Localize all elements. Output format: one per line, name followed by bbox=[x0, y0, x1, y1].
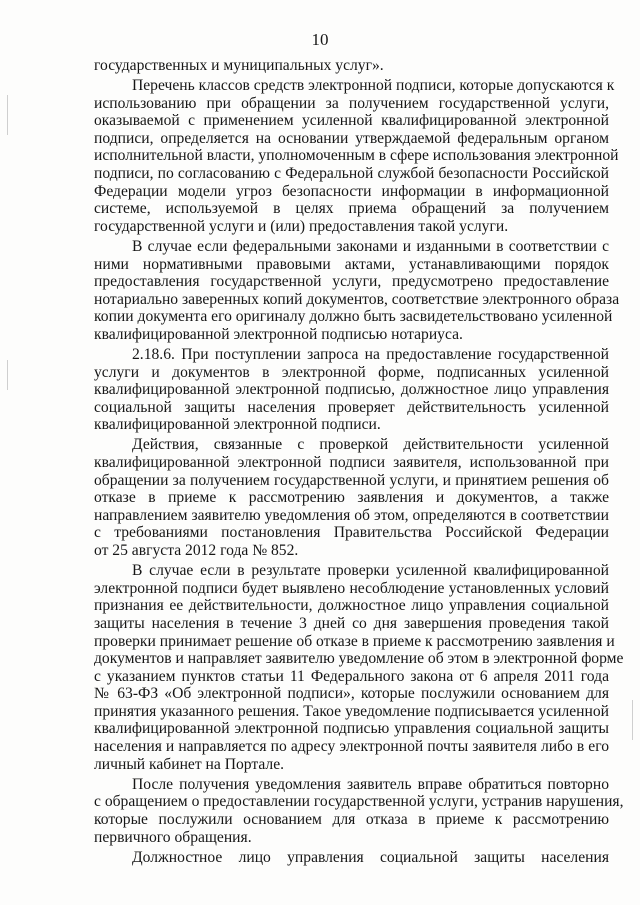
text-line: оказываемой с применением усиленной квалифицированной электронной bbox=[94, 112, 609, 130]
text-line: которые послужили основанием для отказа в приеме к рассмотрению bbox=[94, 810, 609, 828]
text-line: принятия указанного решения. Такое уведомление подписывается усиленной bbox=[94, 702, 609, 720]
text-line: первичного обращения. bbox=[94, 828, 252, 846]
text-line: государственной услуги и (или) предоставления такой услуги. bbox=[94, 217, 509, 235]
scan-edge-mark bbox=[632, 700, 633, 740]
text-line: Федерации модели угроз безопасности информации в информационной bbox=[94, 182, 609, 200]
text-line: В случае если федеральными законами и изданными в соответствии с bbox=[132, 237, 609, 255]
paragraph bbox=[94, 775, 624, 846]
text-line: признания ее действительности, должностное лицо управления социальной bbox=[94, 597, 609, 615]
text-line: подписи, определяется на основании утверждаемой федеральным органом bbox=[94, 129, 609, 147]
text-line: личный кабинет на Портале. bbox=[94, 755, 285, 773]
paragraph bbox=[94, 562, 624, 773]
text-line: копии документа его оригиналу должно быть засвидетельствовано усиленной bbox=[94, 308, 613, 326]
text-line: использованию при обращении за получением государственной услуги, bbox=[94, 94, 609, 112]
text-line: № 63-ФЗ «Об электронной подписи», которые послужили основанием для bbox=[94, 685, 609, 703]
paragraph bbox=[94, 436, 609, 559]
text-line: услуги и документов в электронной форме, подписанных усиленной bbox=[94, 363, 609, 381]
paragraph bbox=[94, 849, 609, 867]
text-line: системе, используемой в целях приема обращений за получением bbox=[94, 200, 609, 218]
text-line: В случае если в результате проверки усиленной квалифицированной bbox=[132, 562, 609, 580]
paragraph bbox=[94, 237, 620, 344]
text-line: с указанием пунктов статьи 11 Федерального закона от 6 апреля 2011 года bbox=[94, 667, 609, 685]
text-line: исполнительной власти, уполномоченным в сфере использования электронной bbox=[94, 147, 619, 165]
scan-edge-mark bbox=[7, 95, 8, 135]
paragraph bbox=[94, 57, 609, 75]
text-line: После получения уведомления заявитель вправе обратиться повторно bbox=[132, 775, 609, 793]
text-line: электронной подписи будет выявлено несоблюдение установленных условий bbox=[94, 579, 609, 597]
text-line: от 25 августа 2012 года № 852. bbox=[94, 542, 299, 560]
text-line: Перечень классов средств электронной подписи, которые допускаются к bbox=[132, 77, 615, 95]
scan-edge-mark bbox=[7, 360, 8, 390]
page-number: 10 bbox=[311, 30, 329, 49]
text-line: документов и направляет заявителю уведомление об этом в электронной форме bbox=[94, 650, 624, 668]
text-line: квалифицированной электронной подписью управления социальной защиты bbox=[94, 720, 609, 738]
text-line: ними нормативными правовыми актами, устанавливающими порядок bbox=[94, 255, 609, 273]
text-line: 2.18.6. При поступлении запроса на предоставление государственной bbox=[132, 346, 609, 363]
text-line: государственных и муниципальных услуг». bbox=[94, 57, 384, 74]
text-line: предоставления государственной услуги, предусмотрено предоставление bbox=[94, 273, 609, 291]
paragraph bbox=[94, 77, 619, 235]
text-line: Должностное лицо управления социальной защиты населения bbox=[132, 848, 609, 866]
text-line: с обращением о предоставлении государственной услуги, устранив нарушения, bbox=[94, 793, 624, 811]
text-line: направлением заявителю уведомления об этом, определяются в соответствии bbox=[94, 506, 609, 524]
text-line: квалифицированной электронной подписью нотариуса. bbox=[94, 325, 463, 343]
text-line: населения и направляется по адресу электронной почты заявителя либо в его bbox=[94, 738, 609, 756]
paragraph bbox=[94, 346, 609, 434]
text-line: с требованиями постановления Правительства Российской Федерации bbox=[94, 524, 609, 542]
text-line: проверки принимает решение об отказе в приеме к рассмотрению заявления и bbox=[94, 632, 615, 650]
text-line: отказе в приеме к рассмотрению заявления и документов, а также bbox=[94, 489, 609, 507]
text-line: социальной защиты населения проверяет действительность усиленной bbox=[94, 398, 609, 416]
text-line: квалифицированной электронной подписи. bbox=[94, 416, 381, 434]
text-line: квалифицированной электронной подписи заявителя, использованной при bbox=[94, 454, 609, 472]
text-line: подписи, по согласованию с Федеральной службой безопасности Российской bbox=[94, 165, 609, 183]
text-line: нотариально заверенных копий документов, соответствие электронного образа bbox=[94, 290, 620, 308]
text-line: квалифицированной электронной подписью, должностное лицо управления bbox=[94, 381, 609, 399]
text-line: обращении за получением государственной услуги, и принятием решения об bbox=[94, 471, 609, 489]
text-line: Действия, связанные с проверкой действительности усиленной bbox=[132, 436, 609, 454]
text-line: защиты населения в течение 3 дней со дня завершения проведения такой bbox=[94, 614, 609, 632]
document-body bbox=[94, 57, 624, 869]
